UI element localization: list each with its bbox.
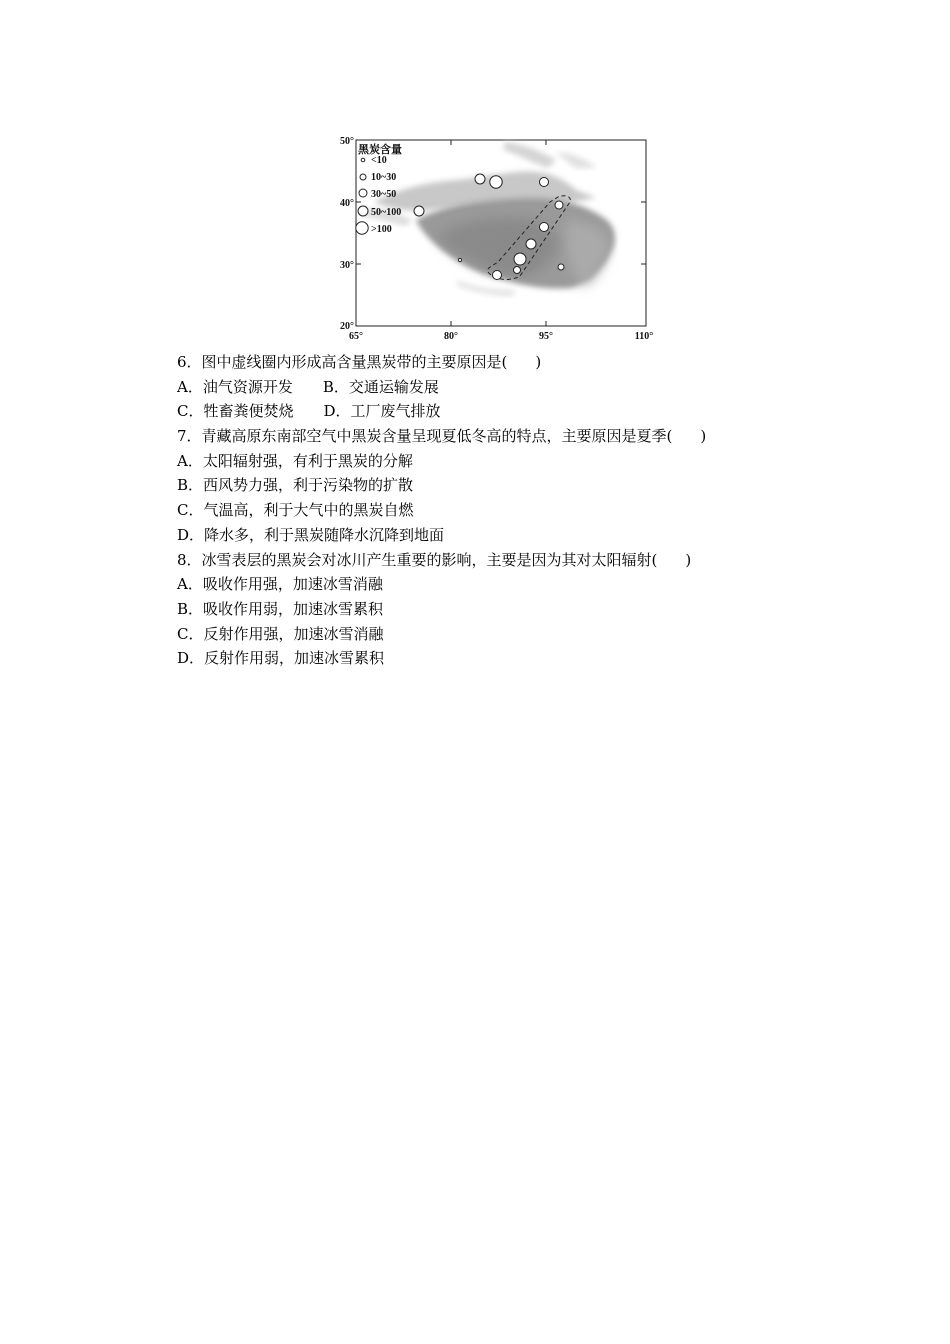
legend-title: 黑炭含量 [358, 143, 402, 156]
site-marker [458, 258, 461, 261]
question-stem-text: 8．冰雪表层的黑炭会对冰川产生重要的影响，主要是因为其对太阳辐射( [177, 550, 658, 569]
option-d: D．工厂废气排放 [323, 402, 441, 421]
question-list [177, 350, 797, 671]
y-tick-label: 50° [340, 136, 354, 147]
site-marker [514, 267, 521, 274]
question-6-stem [177, 350, 797, 375]
site-marker [540, 223, 549, 232]
site-marker [414, 206, 424, 216]
legend-label: 10~30 [371, 172, 397, 183]
option-d: D．反射作用弱，加速冰雪累积 [177, 649, 385, 668]
site-marker [475, 174, 485, 184]
question-7-stem [177, 424, 797, 449]
question-stem-text: 6．图中虚线圈内形成高含量黑炭带的主要原因是( [177, 353, 508, 371]
site-marker [493, 271, 502, 280]
option-c: C．气温高，利于大气中的黑炭自燃 [177, 501, 414, 520]
legend-marker-30-50 [359, 189, 367, 197]
question-stem-text: 7．青藏高原东南部空气中黑炭含量呈现夏低冬高的特点，主要原因是夏季( [177, 427, 673, 446]
site-marker [558, 264, 564, 270]
map-svg [326, 130, 666, 342]
legend-label: 30~50 [371, 189, 397, 200]
site-marker [540, 178, 549, 187]
y-tick-label: 30° [340, 260, 354, 271]
option-b: B．交通运输发展 [322, 377, 439, 396]
y-tick-label: 40° [340, 198, 354, 209]
x-tick-label: 65° [349, 331, 363, 342]
question-8-stem [177, 548, 797, 573]
legend-label: >100 [371, 224, 392, 235]
x-tick-label: 95° [539, 331, 553, 342]
legend-marker-10-30 [360, 174, 366, 180]
legend-label: 50~100 [371, 207, 402, 218]
question-6-options-row-1 [177, 375, 797, 400]
site-marker [555, 201, 563, 209]
legend-marker-50-100 [358, 206, 368, 216]
option-a: A．吸收作用强，加速冰雪消融 [177, 575, 383, 594]
question-stem-close: ) [535, 353, 542, 371]
option-a: A．太阳辐射强，有利于黑炭的分解 [177, 451, 413, 470]
option-b: B．吸收作用弱，加速冰雪累积 [177, 599, 384, 618]
x-tick-label: 110° [634, 331, 654, 342]
question-stem-close: ) [685, 550, 692, 569]
legend-marker-gt100 [356, 222, 368, 234]
option-a: A．油气资源开发 [177, 377, 293, 396]
option-b: B．西风势力强，利于污染物的扩散 [177, 476, 414, 495]
option-c: C．反射作用强，加速冰雪消融 [177, 624, 384, 643]
legend-marker-lt10 [361, 158, 365, 162]
site-marker [514, 253, 526, 265]
option-c: C．牲畜粪便焚烧 [177, 402, 294, 421]
question-6-options-row-2 [177, 399, 797, 424]
x-tick-label: 80° [444, 331, 458, 342]
option-d: D．降水多，利于黑炭随降水沉降到地面 [177, 525, 445, 544]
y-tick-label: 20° [340, 321, 354, 332]
black-carbon-map-figure [326, 130, 666, 342]
legend-label: <10 [371, 155, 387, 166]
site-marker [490, 176, 502, 188]
question-stem-close: ) [700, 427, 707, 446]
site-marker [526, 239, 536, 249]
